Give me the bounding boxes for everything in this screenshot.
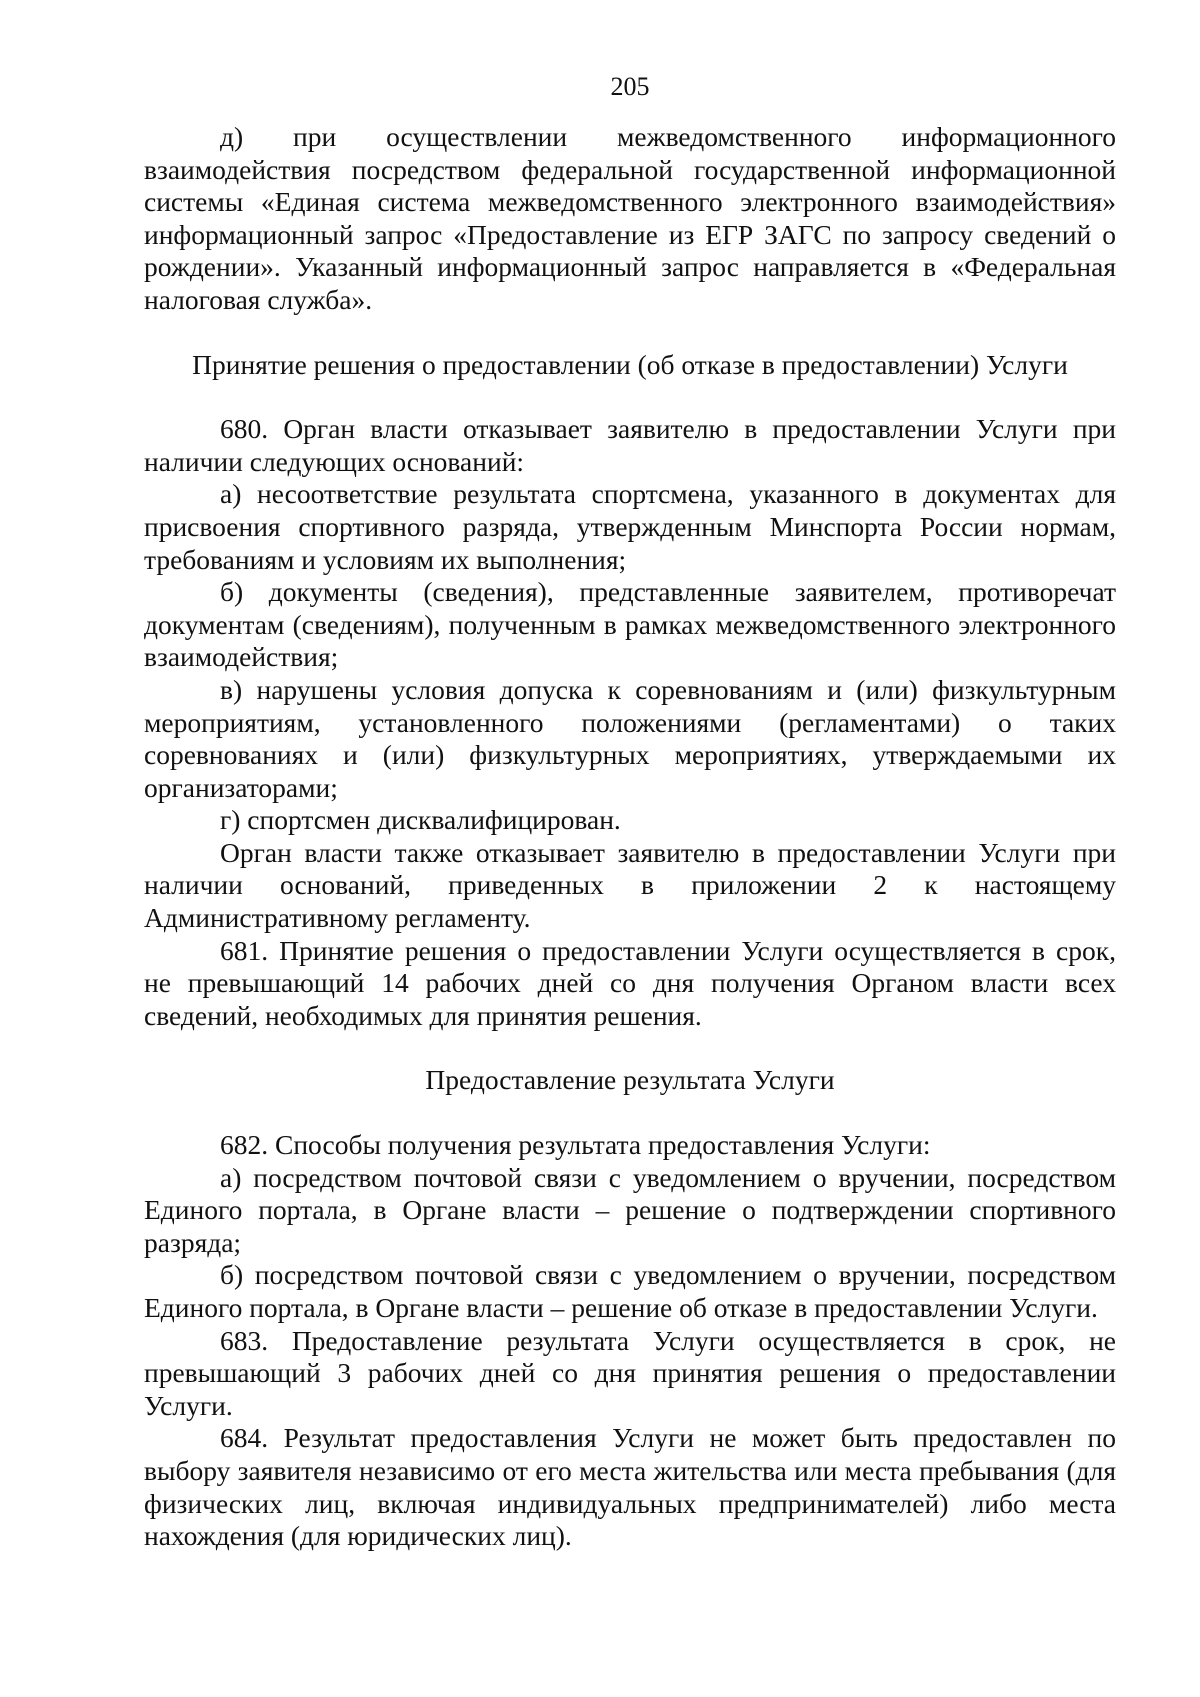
paragraph-682: 682. Способы получения результата предоставления Услуги: (220, 1129, 931, 1161)
section-heading-result: Предоставление результата Услуги (425, 1064, 835, 1096)
document-body (144, 121, 1116, 1553)
paragraph-681: 681. Принятие решения о предоставлении Услуги осуществляется в срок, не превышающий 14 рабочих дней со дня получения Органом власти всех сведений, необходимых для принятия решения. (144, 934, 1116, 1031)
paragraph-d-interdepartmental-request: д) при осуществлении межведомственного информационного взаимодействия посредством федеральной государственной информационной системы «Единая система межведомственного электронного взаимодействия» информационный запрос «Предоставление из ЕГР ЗАГС по запросу сведений о рождении». Указанный информационный запрос направляется в «Федеральная налоговая служба». (144, 121, 1116, 315)
paragraph-682-b: б) посредством почтовой связи с уведомлением о вручении, посредством Единого портала, в Органе власти – решение об отказе в предоставлении Услуги. (144, 1259, 1116, 1323)
paragraph-680-b: б) документы (сведения), представленные заявителем, противоречат документам (сведениям), полученным в рамках межведомственного электронного взаимодействия; (144, 576, 1116, 673)
paragraph-684: 684. Результат предоставления Услуги не может быть предоставлен по выбору заявителя независимо от его места жительства или места пребывания (для физических лиц, включая индивидуальных предпринимателей) либо места нахождения (для юридических лиц). (144, 1422, 1116, 1552)
paragraph-680-v: в) нарушены условия допуска к соревнованиям и (или) физкультурным мероприятиям, установленного положениями (регламентами) о таких соревнованиях и (или) физкультурных мероприятиях, утверждаемыми их организаторами; (144, 673, 1116, 803)
section-heading-decision: Принятие решения о предоставлении (об отказе в предоставлении) Услуги (192, 348, 1068, 380)
paragraph-refusal-appendix: Орган власти также отказывает заявителю в предоставлении Услуги при наличии оснований, приведенных в приложении 2 к настоящему Административному регламенту. (144, 836, 1116, 934)
paragraph-680: 680. Орган власти отказывает заявителю в предоставлении Услуги при наличии следующих оснований: (144, 413, 1116, 477)
paragraph-680-a: а) несоответствие результата спортсмена, указанного в документах для присвоения спортивного разряда, утвержденным Минспорта России нормам, требованиям и условиям их выполнения; (144, 478, 1116, 575)
page-number: 205 (610, 72, 650, 101)
paragraph-680-g: г) спортсмен дисквалифицирован. (220, 804, 621, 836)
paragraph-683: 683. Предоставление результата Услуги осуществляется в срок, не превышающий 3 рабочих дней со дня принятия решения о предоставлении Услуги. (144, 1324, 1116, 1421)
paragraph-682-a: а) посредством почтовой связи с уведомлением о вручении, посредством Единого портала, в Органе власти – решение о подтверждении спортивного разряда; (144, 1161, 1116, 1258)
